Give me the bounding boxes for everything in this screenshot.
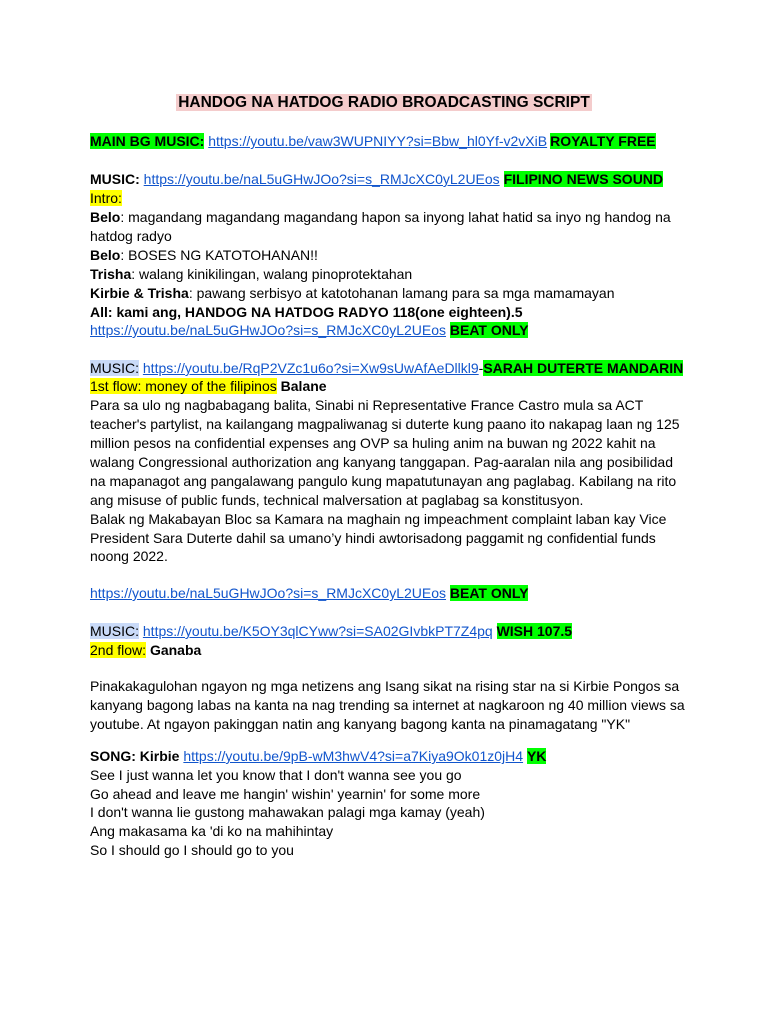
lyric-line: I don't wanna lie gustong mahawakan palagi mga kamay (yeah) — [90, 804, 485, 820]
intro-music-link[interactable]: https://youtu.be/naL5uGHwJOo?si=s_RMJcXC0yL2UEos — [143, 171, 500, 187]
script-line — [90, 284, 615, 303]
document-title: HANDOG NA HATDOG RADIO BROADCASTING SCRIPT — [178, 94, 590, 111]
paragraph-line: noong 2022. — [90, 548, 168, 564]
intro-beat-link[interactable]: https://youtu.be/naL5uGHwJOo?si=s_RMJcXC0yL2UEos — [90, 322, 447, 338]
flow1-beat-link[interactable]: https://youtu.be/naL5uGHwJOo?si=s_RMJcXC0yL2UEos — [90, 585, 447, 601]
speaker-text: : magandang magandang magandang hapon sa inyong lahat hatid sa inyo ng handog na — [120, 209, 671, 225]
script-line — [90, 208, 671, 227]
speaker-text: : walang kinikilingan, walang pinoprotektahan — [131, 266, 413, 282]
script-line — [90, 265, 412, 284]
flow1-label-line — [90, 377, 327, 396]
main-bg-link[interactable]: https://youtu.be/vaw3WUPNIYY?si=Bbw_hl0Yf-v2vXiB — [208, 133, 548, 149]
paragraph-line: President Sara Duterte dahil sa umano’y hindi awtorisadong paggamit ng confidential funds — [90, 530, 656, 546]
script-line — [90, 227, 172, 246]
intro-music-line — [90, 170, 663, 189]
lyric-line: So I should go I should go to you — [90, 842, 294, 858]
flow1-music-link[interactable]: https://youtu.be/RqP2VZc1u6o?si=Xw9sUwAfAeDllkl9 — [142, 360, 479, 376]
main-bg-music-line — [90, 132, 656, 151]
flow1-host: Balane — [280, 378, 327, 394]
flow1-dash: - — [478, 360, 484, 376]
paragraph-line: na mapanagot ang pangalawang pangulo kung mapatutunayan ang paglabag. Kabilang na rito — [90, 473, 677, 489]
flow2-music-label: MUSIC: — [90, 623, 139, 639]
flow1-music-label: MUSIC: — [90, 360, 139, 376]
speaker-text: : BOSES NG KATOTOHANAN!! — [120, 247, 318, 263]
lyric-line: Go ahead and leave me hangin' wishin' yearnin' for some more — [90, 786, 481, 802]
intro-beat-line — [90, 321, 528, 340]
lyric-line: Ang makasama ka 'di ko na mahihintay — [90, 823, 334, 839]
paragraph-line: Para sa ulo ng nagbabagang balita, Sinabi ni Representative France Castro mula sa ACT — [90, 397, 644, 413]
song-link[interactable]: https://youtu.be/9pB-wM3hwV4?si=a7Kiya9Ok01z0jH4 — [183, 748, 524, 764]
intro-music-label: MUSIC: — [90, 171, 140, 187]
paragraph-line: ang misuse of public funds, technical malversation at paglabag sa konstitusyon. — [90, 492, 584, 508]
speaker-name: Belo — [90, 209, 121, 225]
flow2-label: 2nd flow: — [90, 642, 147, 658]
speaker-name: Kirbie & Trisha — [90, 285, 189, 301]
paragraph-line: Pinakakagulohan ngayon ng mga netizens ang Isang sikat na rising star na si Kirbie Pongos sa — [90, 678, 680, 694]
paragraph-line: teacher's partylist, na kailangang magpaliwanag si duterte kung paano ito nakapag laan ng 125 — [90, 416, 680, 432]
song-tag: YK — [526, 748, 547, 764]
intro-music-tag: FILIPINO NEWS SOUND — [503, 171, 664, 187]
paragraph-line: walang Congressional authorization ang kanyang tanggapan. Pag-aaralan nila ang posibilidad — [90, 454, 673, 470]
paragraph-line: youtube. At ngayon pakinggan natin ang kanyang bagong kanta na pinamagatang "YK" — [90, 716, 631, 732]
flow2-label-line — [90, 641, 201, 660]
main-bg-tag: ROYALTY FREE — [550, 133, 656, 149]
song-label: SONG: Kirbie — [90, 748, 180, 764]
song-line — [90, 747, 546, 766]
flow1-music-tag: SARAH DUTERTE MANDARIN — [483, 360, 684, 376]
main-bg-label: MAIN BG MUSIC: — [90, 133, 205, 149]
script-line — [90, 246, 318, 265]
speaker-name: Trisha — [90, 266, 132, 282]
flow1-label: 1st flow: money of the filipinos — [90, 378, 277, 394]
script-line — [90, 303, 523, 322]
paragraph-line: Balak ng Makabayan Bloc sa Kamara na maghain ng impeachment complaint laban kay Vice — [90, 511, 667, 527]
intro-label: Intro: — [90, 190, 122, 206]
speaker-text: hatdog radyo — [90, 228, 172, 244]
flow2-music-link[interactable]: https://youtu.be/K5OY3qlCYww?si=SA02GIvbkPT7Z4pq — [142, 623, 493, 639]
speaker-name: Belo — [90, 247, 121, 263]
flow2-music-line — [90, 622, 572, 641]
speaker-text: : pawang serbisyo at katotohanan lamang para sa mga mamamayan — [188, 285, 615, 301]
intro-beat-tag: BEAT ONLY — [449, 322, 529, 338]
flow1-beat-line — [90, 584, 528, 603]
paragraph-line: million pesos na confidential expenses ang OVP sa huling anim na buwan ng 2022 kahit na — [90, 435, 656, 451]
speaker-name: All: kami ang, HANDOG NA HATDOG RADYO 118(one eighteen).5 — [90, 304, 523, 320]
flow1-beat-tag: BEAT ONLY — [449, 585, 529, 601]
intro-label-line — [90, 189, 122, 208]
paragraph-line: kanyang bagong labas na kanta na nag trending sa internet at nagkaroon ng 40 million views sa — [90, 697, 685, 713]
flow2-host: Ganaba — [149, 642, 202, 658]
flow1-music-line — [90, 359, 683, 378]
lyric-line: See I just wanna let you know that I don't wanna see you go — [90, 767, 462, 783]
flow2-music-tag: WISH 107.5 — [496, 623, 573, 639]
